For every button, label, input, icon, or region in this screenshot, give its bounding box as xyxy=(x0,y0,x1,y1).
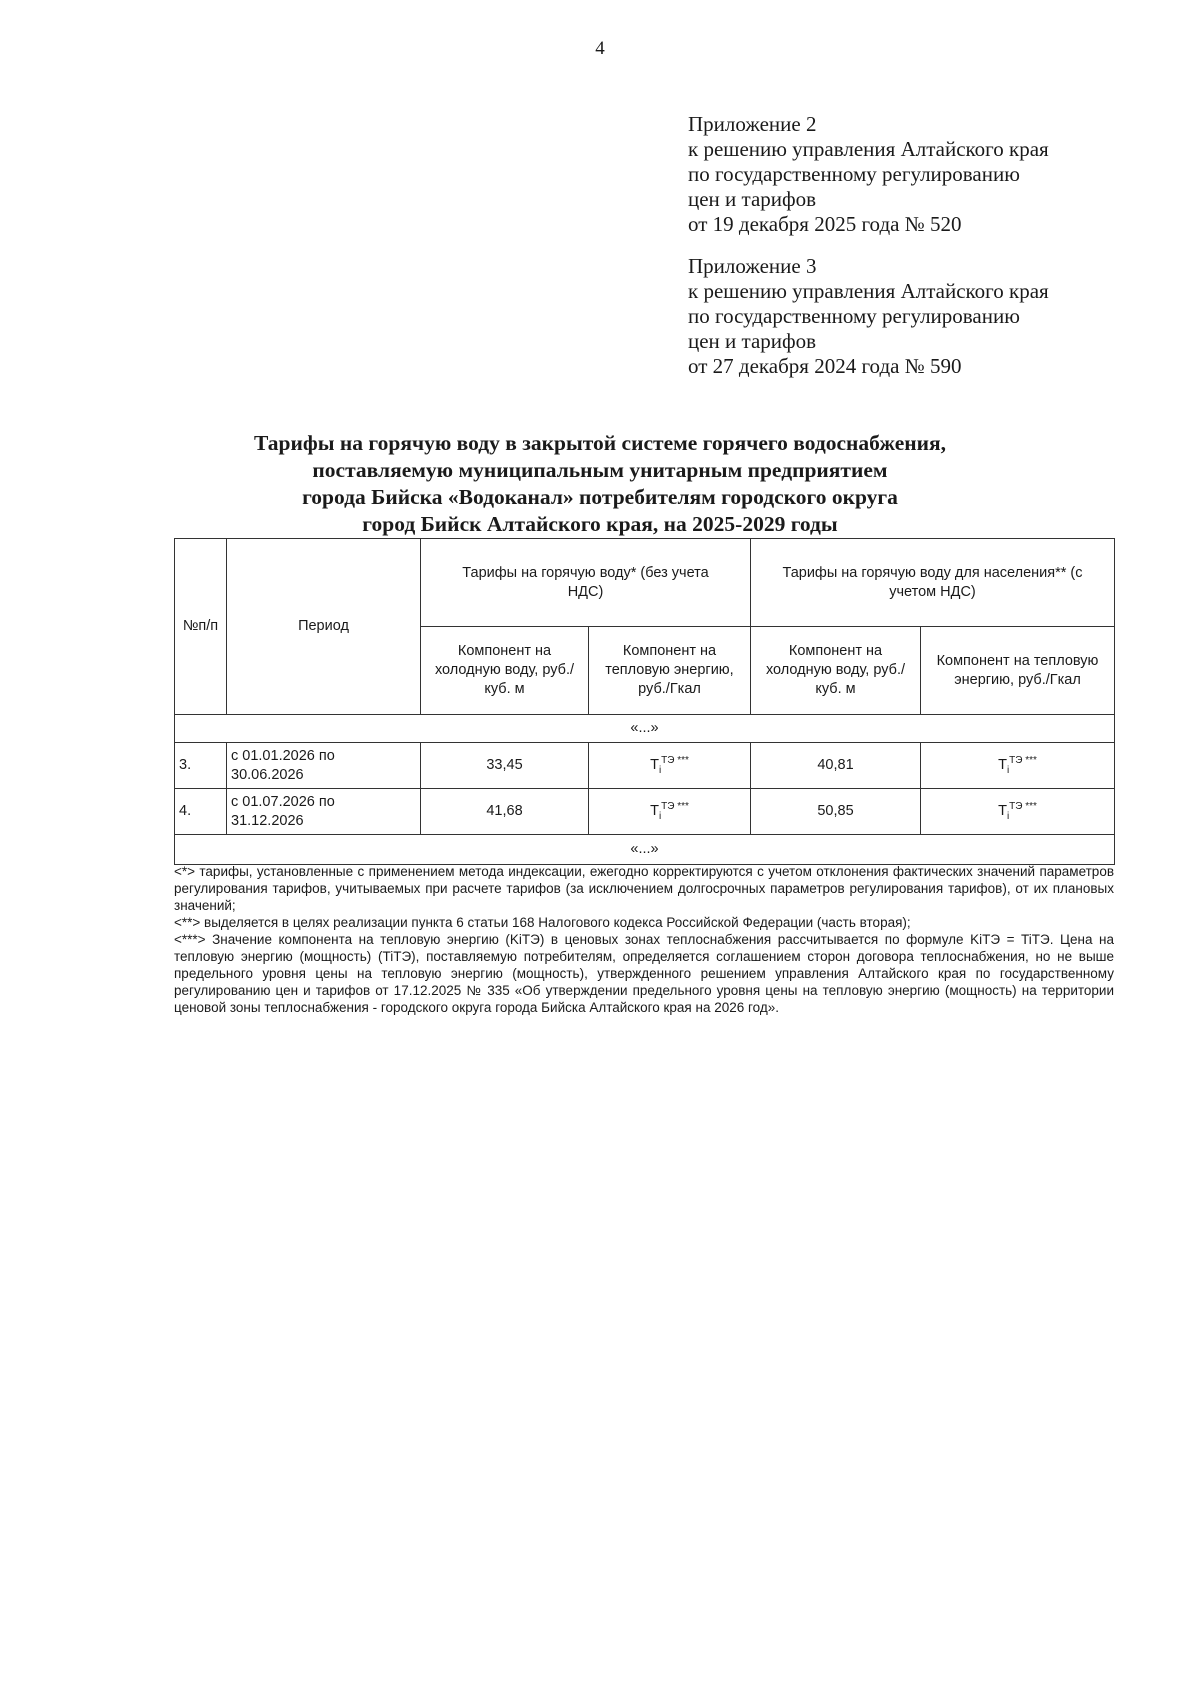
row-period xyxy=(227,743,421,789)
header-group-population: Тарифы на горячую воду для населения** (с учетом НДС) xyxy=(751,539,1115,627)
title-line: поставляемую муниципальным унитарным предприятием xyxy=(312,458,888,482)
appendix-2-header xyxy=(688,112,1049,237)
header-num: №п/п xyxy=(175,539,227,715)
appendix-3-line: цен и тарифов xyxy=(688,329,817,353)
row-cold2: 40,81 xyxy=(751,743,921,789)
appendix-3-header xyxy=(688,254,1049,379)
period-line: 30.06.2026 xyxy=(231,766,304,783)
subheader-cold-water: Компонент на холодную воду, руб./куб. м xyxy=(751,627,921,715)
period-line: с 01.07.2026 по xyxy=(231,793,335,810)
tariff-symbol-sup: ТЭ *** xyxy=(661,801,689,813)
period-line: 31.12.2026 xyxy=(231,812,304,829)
row-num: 4. xyxy=(175,789,227,835)
tariff-symbol-sub: i xyxy=(658,810,662,822)
row-heat1 xyxy=(589,743,751,789)
tariff-symbol-sub: i xyxy=(658,764,662,776)
ellipsis-row: «...» xyxy=(175,835,1115,865)
row-cold1: 41,68 xyxy=(421,789,589,835)
appendix-2-line: к решению управления Алтайского края xyxy=(688,137,1049,161)
tariff-symbol: T xyxy=(650,803,659,819)
title-line: Тарифы на горячую воду в закрытой системе горячего водоснабжения, xyxy=(253,431,947,455)
appendix-3-line: по государственному регулированию xyxy=(688,304,1020,328)
tariff-symbol: T xyxy=(998,757,1007,773)
row-heat2 xyxy=(921,789,1115,835)
row-period xyxy=(227,789,421,835)
appendix-2-line: по государственному регулированию xyxy=(688,162,1020,186)
page-number: 4 xyxy=(595,38,605,59)
tariff-symbol-sub: i xyxy=(1006,810,1010,822)
subheader-cold-water: Компонент на холодную воду, руб./куб. м xyxy=(421,627,589,715)
row-heat1 xyxy=(589,789,751,835)
tariff-symbol: T xyxy=(998,803,1007,819)
period-line: с 01.01.2026 по xyxy=(231,747,335,764)
title-line: город Бийск Алтайского края, на 2025-2029 годы xyxy=(362,512,838,536)
footnotes xyxy=(174,863,1114,1016)
footnote: <*> тарифы, установленные с применением метода индексации, ежегодно корректируются с учетом отклонения фактических значений параметров регулирования тарифов, учитываемых при расчете тарифов (за исключением долгосрочных параметров регулирования тарифов), от их плановых значений; xyxy=(174,864,1114,913)
appendix-3-line: к решению управления Алтайского края xyxy=(688,279,1049,303)
ellipsis-row: «...» xyxy=(175,715,1115,743)
row-num: 3. xyxy=(175,743,227,789)
tariff-symbol-sup: ТЭ *** xyxy=(661,755,689,767)
subheader-heat-energy: Компонент на тепловую энергию, руб./Гкал xyxy=(589,627,751,715)
appendix-3-line: Приложение 3 xyxy=(688,254,817,278)
appendix-2-line: Приложение 2 xyxy=(688,112,817,136)
appendix-3-line: от 27 декабря 2024 года № 590 xyxy=(688,354,962,378)
header-group-without-vat: Тарифы на горячую воду* (без учета НДС) xyxy=(421,539,751,627)
table-row xyxy=(175,789,1115,835)
subheader-heat-energy: Компонент на тепловую энергию, руб./Гкал xyxy=(921,627,1115,715)
row-cold2: 50,85 xyxy=(751,789,921,835)
document-title xyxy=(0,430,1200,538)
tariff-symbol-sub: i xyxy=(1006,764,1010,776)
appendix-2-line: цен и тарифов xyxy=(688,187,817,211)
header-period: Период xyxy=(227,539,421,715)
tariff-table xyxy=(174,538,1115,865)
tariff-symbol-sup: ТЭ *** xyxy=(1009,755,1037,767)
tariff-symbol: T xyxy=(650,757,659,773)
row-cold1: 33,45 xyxy=(421,743,589,789)
row-heat2 xyxy=(921,743,1115,789)
appendix-2-line: от 19 декабря 2025 года № 520 xyxy=(688,212,962,236)
tariff-symbol-sup: ТЭ *** xyxy=(1009,801,1037,813)
table-row xyxy=(175,743,1115,789)
footnote: <**> выделяется в целях реализации пункта 6 статьи 168 Налогового кодекса Российской Федерации (часть вторая); xyxy=(174,915,911,930)
title-line: города Бийска «Водоканал» потребителям городского округа xyxy=(302,485,898,509)
footnote: <***> Значение компонента на тепловую энергию (KiТЭ) в ценовых зонах теплоснабжения рассчитывается по формуле KiТЭ = TiТЭ. Цена на тепловую энергию (мощность) (TiТЭ), поставляемую потребителям, определяется соглашением сторон договора теплоснабжения, но не выше предельного уровня цены на тепловую энергию (мощность), утвержденного решением управления Алтайского края по государственному регулированию цен и тарифов от 17.12.2025 № 335 «Об утверждении предельного уровня цены на тепловую энергию (мощность) на территории ценовой зоны теплоснабжения - городского округа города Бийска Алтайского края на 2026 год». xyxy=(174,932,1114,1015)
